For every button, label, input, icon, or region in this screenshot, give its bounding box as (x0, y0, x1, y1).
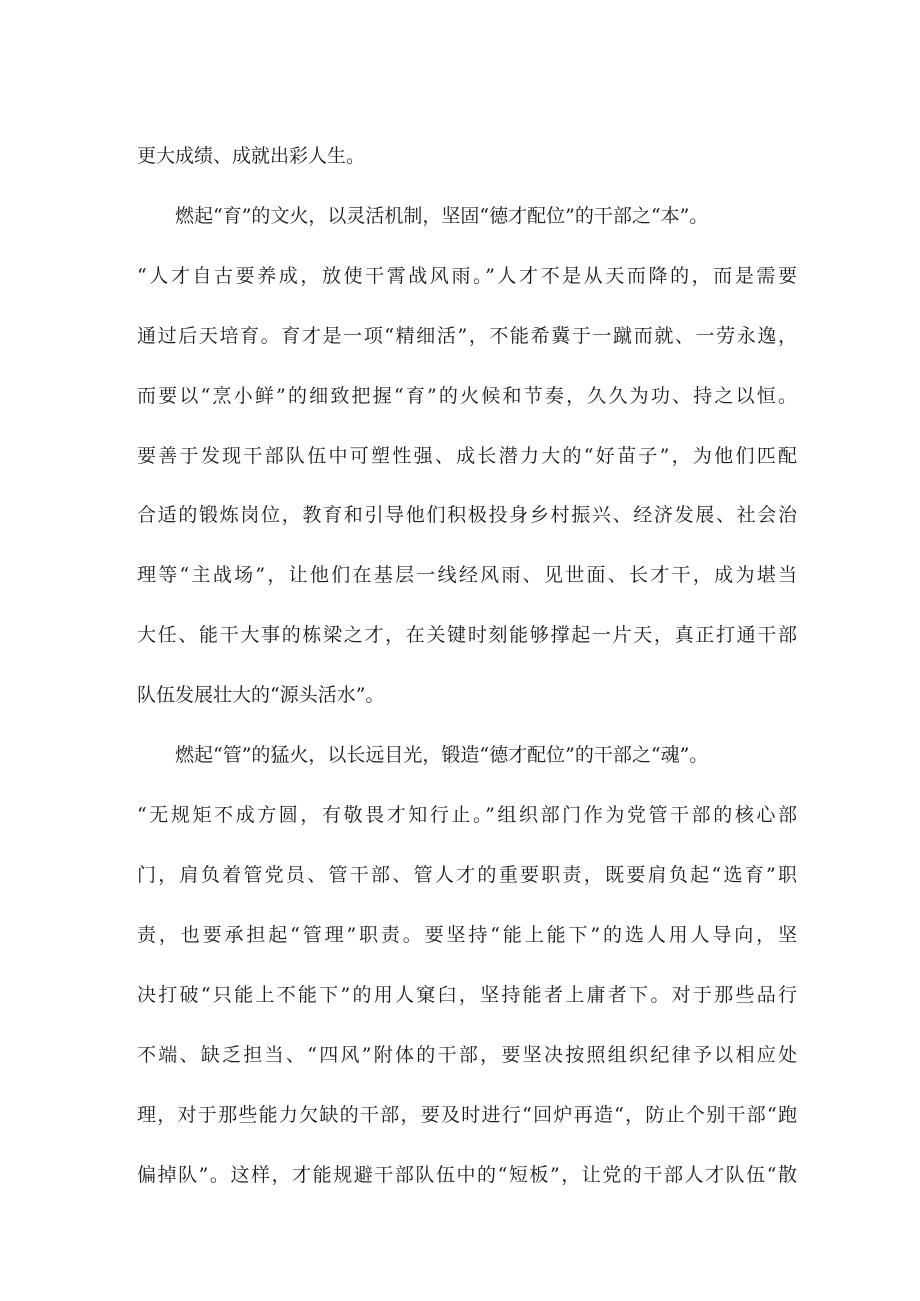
text-line-4: 通过后天培育。育才是一项“精细活”，不能希冀于一蹴而就、一劳永逸， (137, 325, 797, 347)
text-line-16: 不端、缺乏担当、“四风”附体的干部，要坚决按照组织纪律予以相应处 (137, 1044, 797, 1066)
text-line-17: 理，对于那些能力欠缺的干部，要及时进行“回炉再造“，防止个别干部“跑 (137, 1104, 797, 1126)
text-line-18: 偏掉队”。这样，才能规避干部队伍中的“短板”，让党的干部人才队伍“散 (137, 1164, 797, 1186)
text-line-13: 门，肩负着管党员、管干部、管人才的重要职责，既要肩负起“选育”职 (137, 864, 797, 886)
text-line-3: “人才自古要养成，放使干霄战风雨。”人才不是从天而降的，而是需要 (137, 265, 797, 287)
text-line-10: 队伍发展壮大的“源头活水”。 (137, 684, 385, 706)
text-line-14: 责，也要承担起“管理”职责。要坚持“能上能下”的选人用人导向，坚 (137, 924, 797, 946)
text-line-9: 大任、能干大事的栋梁之才，在关键时刻能够撑起一片天，真正打通干部 (137, 624, 797, 646)
paragraph-heading-nurture: 燃起“育”的文火，以灵活机制，坚固“德才配位”的干部之“本”。 (175, 205, 709, 227)
text-line-5: 而要以“烹小鲜”的细致把握“育”的火候和节奏，久久为功、持之以恒。 (137, 385, 797, 407)
text-line-8: 理等“主战场”，让他们在基层一线经风雨、见世面、长才干，成为堪当 (137, 564, 797, 586)
text-line-7: 合适的锻炼岗位，教育和引导他们积极投身乡村振兴、经济发展、社会治 (137, 504, 797, 526)
text-line-1: 更大成绩、成就出彩人生。 (137, 145, 366, 167)
text-line-6: 要善于发现干部队伍中可塑性强、成长潜力大的“好苗子”，为他们匹配 (137, 445, 797, 467)
paragraph-heading-manage: 燃起“管”的猛火，以长远目光，锻造“德才配位”的干部之“魂”。 (175, 744, 709, 766)
text-line-12: “无规矩不成方圆，有敬畏才知行止。”组织部门作为党管干部的核心部 (137, 804, 797, 826)
text-line-15: 决打破“只能上不能下”的用人窠臼，坚持能者上庸者下。对于那些品行 (137, 984, 797, 1006)
